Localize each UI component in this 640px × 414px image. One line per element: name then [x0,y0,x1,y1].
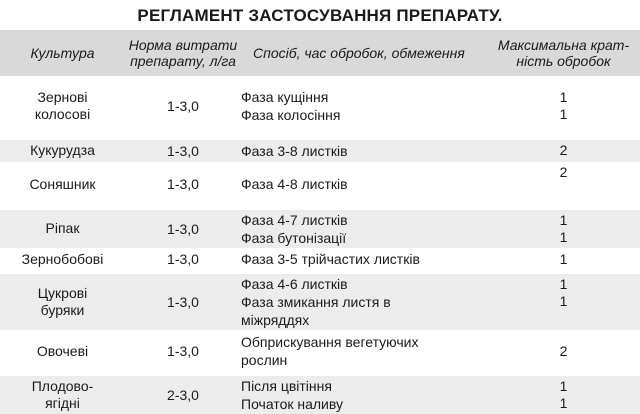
cell-multiplicity: 2 [559,164,568,180]
cell-multiplicity: 2 [559,342,568,359]
cell-rate: 1-3,0 [125,272,241,330]
table-row [0,138,640,162]
table-row [0,208,640,248]
table-row [0,76,640,138]
cell-rate: 1-3,0 [125,138,241,162]
cell-crop: Зернові колосові [34,89,91,123]
cell-rate: 1-3,0 [125,208,241,248]
header-rate: Норма витрати препарату, л/га [128,37,238,69]
cell-crop: Зернобобові [21,250,104,267]
header-multiplicity: Максимальна крат- ність обробок [497,37,630,69]
cell-rate: 2-3,0 [125,374,241,414]
cell-crop: Цукрові буряки [0,272,125,330]
cell-method: Фаза 4-6 листків Фаза змикання листя в міжряддях [241,272,487,330]
cell-multiplicity: 2 [487,138,640,162]
cell-multiplicity: 1 1 [487,208,640,248]
table-row [0,162,640,208]
cell-rate: 1-3,0 [167,98,199,115]
page-title: РЕГЛАМЕНТ ЗАСТОСУВАННЯ ПРЕПАРАТУ. [137,6,503,25]
cell-multiplicity: 1 1 [487,374,640,414]
header-method: Спосіб, час обробок, обмеження [253,45,465,61]
cell-crop: Ріпак [0,208,125,248]
header-crop: Культура [30,45,95,61]
cell-multiplicity: 1 1 [559,89,568,123]
table-header-row [0,30,640,76]
cell-method: Фаза 4-8 листків [241,176,348,193]
regulation-table [0,30,640,414]
cell-rate: 1-3,0 [167,176,199,193]
cell-method: Після цвітіння Початок наливу [241,374,487,414]
cell-method: Фаза кущіння Фаза колосіння [241,89,341,124]
cell-multiplicity: 1 [559,250,568,267]
cell-rate: 1-3,0 [167,251,199,268]
cell-method: Фаза 3-8 листків [241,138,487,162]
table-row [0,248,640,272]
table-row [0,272,640,330]
cell-method: Фаза 3-5 трійчастих листків [241,251,420,268]
cell-method: Фаза 4-7 листків Фаза бутонізації [241,208,487,248]
table-row [0,374,640,414]
cell-crop: Плодово- ягідні [0,374,125,414]
cell-multiplicity: 1 1 [487,272,640,330]
table-row [0,330,640,374]
cell-crop: Овочеві [36,342,89,359]
cell-crop: Кукурудза [0,138,125,162]
cell-rate: 1-3,0 [167,343,199,360]
cell-method: Обприскування вегетуючих рослин [241,334,419,369]
cell-crop: Соняшник [29,175,96,192]
